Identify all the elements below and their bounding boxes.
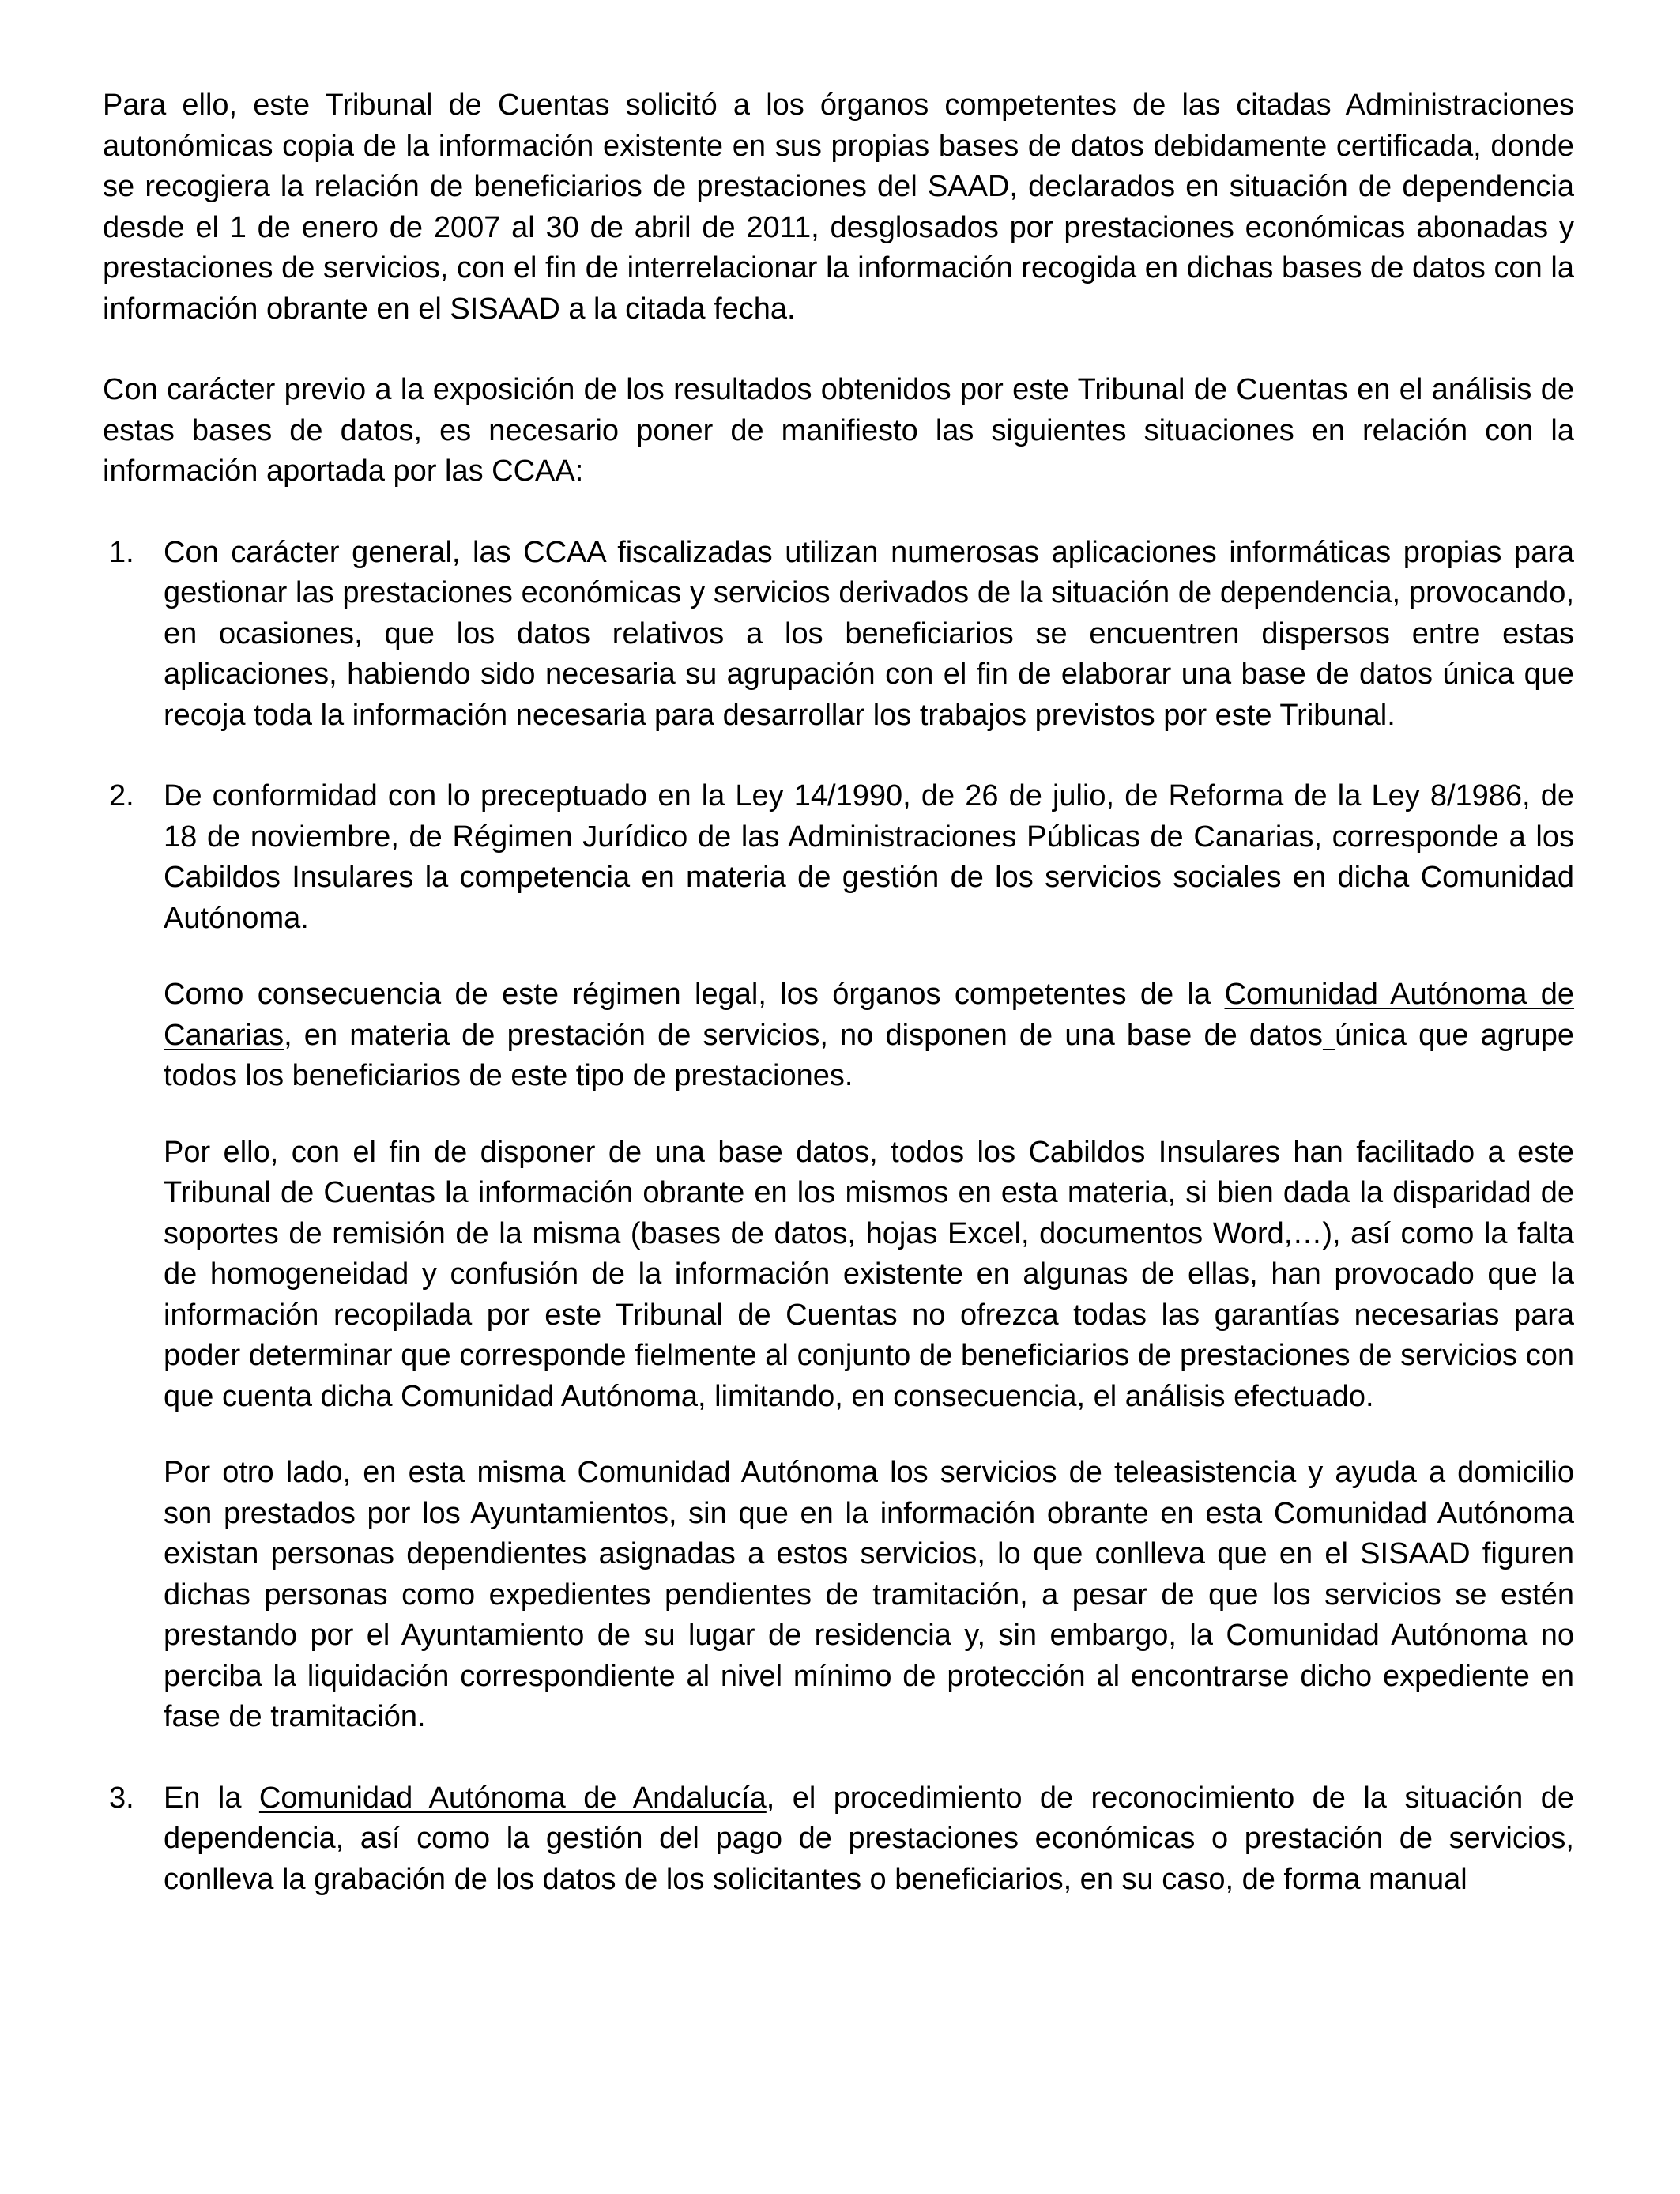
list-number: 3.: [109, 1781, 134, 1815]
list-item-3: [103, 1778, 1574, 1901]
list-item-paragraph: [164, 1778, 1574, 1901]
list-number: 2.: [109, 779, 134, 812]
document-page: [103, 85, 1574, 1940]
list-item-1: [103, 533, 1574, 737]
list-item-text: Con carácter general, las CCAA fiscalizadas utilizan numerosas aplicaciones informáticas propias para gestionar las prestaciones económicas y servicios derivados de la situación de dependencia, provocando, en ocasiones, que los datos relativos a los beneficiarios se encuentren dispersos entre estas aplicaciones, habiendo sido necesaria su agrupación con el fin de elaborar una base de datos única que recoja toda la información necesaria para desarrollar los trabajos previstos por este Tribunal.: [164, 535, 1574, 732]
list-item-paragraph: Por otro lado, en esta misma Comunidad Autónoma los servicios de teleasistencia y ayuda a domicilio son prestados por los Ayuntamientos, sin que en la información obrante en esta Comunidad Autónoma existan personas dependientes asignadas a estos servicios, lo que conlleva que en el SISAAD figuren dichas personas como expedientes pendientes de tramitación, a pesar de que los servicios se estén prestando por el Ayuntamiento de su lugar de residencia y, sin embargo, la Comunidad Autónoma no perciba la liquidación correspondiente al nivel mínimo de protección al encontrarse dicho expediente en fase de tramitación.: [164, 1456, 1574, 1733]
text-run: , en materia de prestación de servicios, no disponen de una base de datos: [284, 1018, 1323, 1052]
text-run: En la: [164, 1781, 259, 1815]
list-item-2: [103, 776, 1574, 1738]
underlined-reference: Comunidad Autónoma de Canarias: [164, 978, 1575, 1052]
previo-paragraph: Con carácter previo a la exposición de los resultados obtenidos por este Tribunal de Cuentas en el análisis de estas bases de datos, es necesario poner de manifiesto las siguientes situaciones en relación con la información aportada por las CCAA:: [103, 373, 1574, 488]
list-item-paragraph: [164, 974, 1574, 1097]
list-item-paragraph: Por ello, con el fin de disponer de una base datos, todos los Cabildos Insulares han facilitado a este Tribunal de Cuentas la información obrante en los mismos en esta materia, si bien dada la disparidad de soportes de remisión de la misma (bases de datos, hojas Excel, documentos Word,…), así como la falta de homogeneidad y confusión de la información existente en algunas de ellas, han provocado que la información recopilada por este Tribunal de Cuentas no ofrezca todas las garantías necesarias para poder determinar que corresponde fielmente al conjunto de beneficiarios de prestaciones de servicios con que cuenta dicha Comunidad Autónoma, limitando, en consecuencia, el análisis efectuado.: [164, 1135, 1574, 1413]
intro-paragraph: Para ello, este Tribunal de Cuentas solicitó a los órganos competentes de las citadas Administraciones autonómicas copia de la información existente en sus propias bases de datos debidamente certificada, donde se recogiera la relación de beneficiarios de prestaciones del SAAD, declarados en situación de dependencia desde el 1 de enero de 2007 al 30 de abril de 2011, desglosados por prestaciones económicas abonadas y prestaciones de servicios, con el fin de interrelacionar la información recogida en dichas bases de datos con la información obrante en el SISAAD a la citada fecha.: [103, 89, 1574, 326]
text-run: Como consecuencia de este régimen legal, los órganos competentes de la: [164, 978, 1225, 1011]
text-run: única que agrupe todos los beneficiarios de este tipo de prestaciones.: [164, 1018, 1575, 1092]
underlined-space: [1323, 1019, 1335, 1052]
list-number: 1.: [109, 535, 134, 569]
underlined-reference: Comunidad Autónoma de Andalucía: [258, 1781, 767, 1815]
text-run: , el procedimiento de reconocimiento de la situación de dependencia, así como la gestión del pago de prestaciones económicas o prestación de servicios, conlleva la grabación de los datos de los solicitantes o beneficiarios, en su caso, de forma manual: [164, 1781, 1574, 1896]
list-item-paragraph: De conformidad con lo preceptuado en la Ley 14/1990, de 26 de julio, de Reforma de la Ley 8/1986, de 18 de noviembre, de Régimen Jurídico de las Administraciones Públicas de Canarias, corresponde a los Cabildos Insulares la competencia en materia de gestión de los servicios sociales en dicha Comunidad Autónoma.: [164, 779, 1574, 935]
